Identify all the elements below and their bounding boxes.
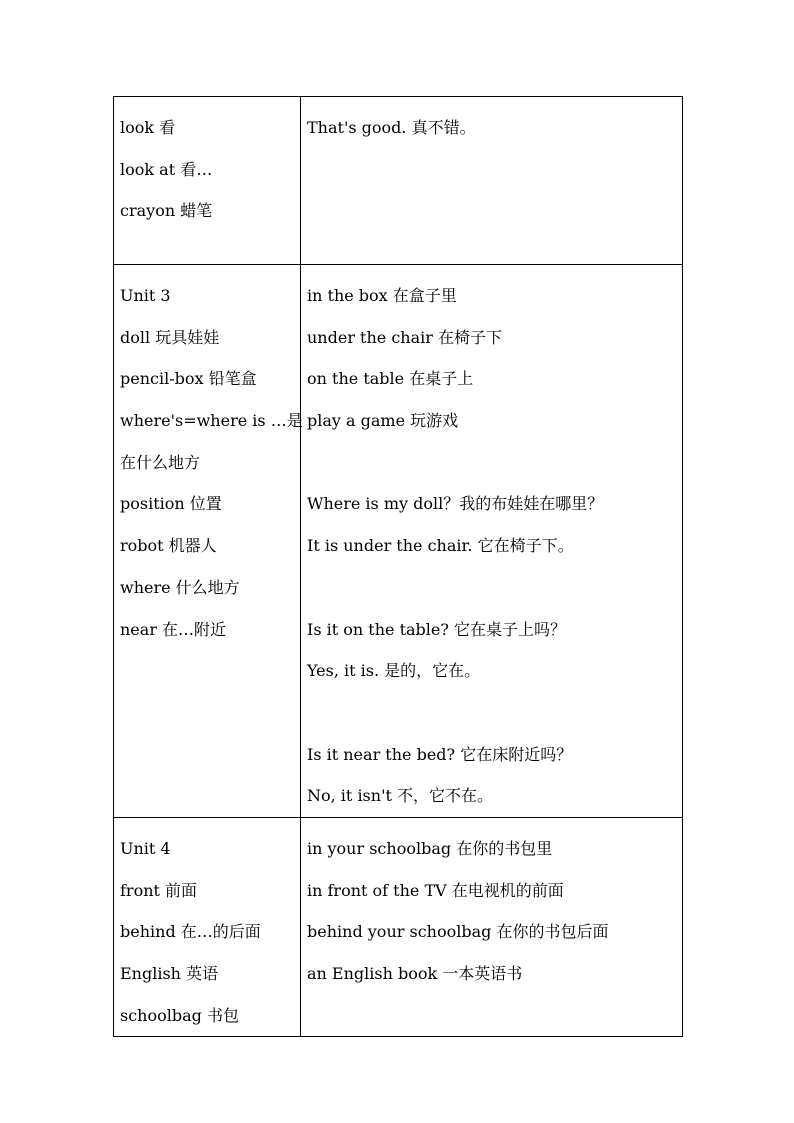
unit-heading: Unit 4 [120, 838, 171, 858]
vocab-line: front 前面 [120, 880, 198, 900]
vocab-line: near 在…附近 [120, 619, 227, 639]
vocab-line: doll 玩具娃娃 [120, 327, 220, 347]
blank-line [307, 692, 678, 734]
vocab-line: position 位置 [120, 494, 222, 514]
vocab-line: behind 在…的后面 [120, 922, 261, 942]
phrase-line: an English book 一本英语书 [307, 964, 523, 983]
vocab-line: schoolbag 书包 [120, 1005, 239, 1025]
phrase-cell [301, 97, 683, 265]
phrase-line: in front of the TV 在电视机的前面 [307, 880, 564, 900]
phrase-line: play a game 玩游戏 [307, 411, 459, 431]
sentence-line: Yes, it is. 是的，它在。 [307, 661, 481, 681]
phrase-cell [301, 265, 683, 818]
phrase-line: in the box 在盒子里 [307, 286, 457, 305]
vocab-cell [114, 97, 301, 265]
phrase-line: That's good. 真不错。 [307, 118, 476, 137]
sentence-line: Is it near the bed? 它在床附近吗？ [307, 744, 573, 764]
phrase-line: under the chair 在椅子下 [307, 327, 503, 347]
vocab-cell [114, 817, 301, 1036]
blank-line [307, 442, 678, 484]
phrase-cell [301, 817, 683, 1036]
blank-line [307, 567, 678, 609]
vocab-line: English 英语 [120, 964, 219, 983]
table-row [114, 97, 683, 265]
vocab-line: robot 机器人 [120, 536, 217, 556]
vocab-line: where 什么地方 [120, 577, 240, 597]
vocab-line: pencil-box 铅笔盒 [120, 369, 257, 389]
vocab-line: 在什么地方 [120, 452, 201, 472]
sentence-line: No, it isn't 不，它不在。 [307, 786, 493, 806]
sentence-line: Where is my doll？我的布娃娃在哪里？ [307, 494, 604, 514]
phrase-line: on the table 在桌子上 [307, 369, 474, 389]
vocabulary-table [113, 96, 683, 1037]
vocab-line: look at 看… [120, 159, 213, 179]
unit-heading: Unit 3 [120, 286, 171, 305]
sentence-line: It is under the chair. 它在椅子下。 [307, 536, 574, 556]
table-row [114, 265, 683, 818]
vocab-line: crayon 蜡笔 [120, 201, 213, 221]
vocab-cell [114, 265, 301, 818]
phrase-line: behind your schoolbag 在你的书包后面 [307, 922, 609, 942]
table-row [114, 817, 683, 1036]
sentence-line: Is it on the table? 它在桌子上吗？ [307, 619, 567, 639]
phrase-line: in your schoolbag 在你的书包里 [307, 838, 553, 858]
vocab-line: where's=where is …是 [120, 411, 303, 431]
vocab-line: look 看 [120, 118, 176, 137]
